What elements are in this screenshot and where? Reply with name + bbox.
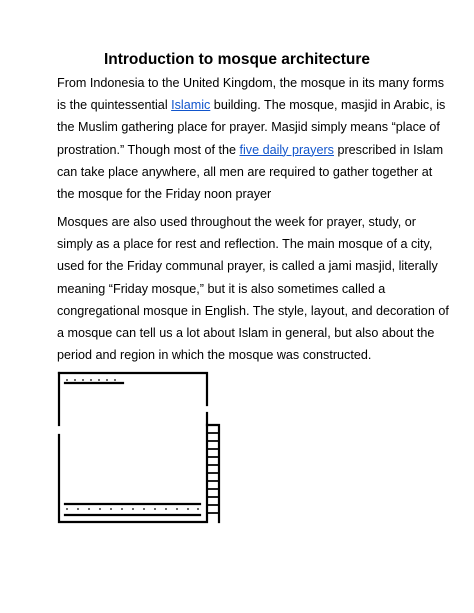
plan-wall [59,425,207,522]
plan-column-dots [66,379,199,510]
paragraph-line: congregational mosque in English. The style, layout, and decoration of [57,303,449,318]
plan-wall [59,373,207,405]
paragraph-line: the Muslim gathering place for prayer. Masjid simply means “place of [57,120,440,135]
text-segment: prostration.” Though most of the [57,142,240,157]
paragraph-line: the mosque for the Friday noon prayer [57,187,272,202]
paragraph-line: period and region in which the mosque was constructed. [57,348,372,363]
plan-colonnade [65,383,200,515]
paragraph-line: From Indonesia to the United Kingdom, the mosque in its many forms [57,76,445,90]
paragraph-line: simply as a place for rest and reflection. The main mosque of a city, [57,237,433,252]
paragraph-line: Mosques are also used throughout the week for prayer, study, or [57,215,416,229]
text-segment: is the quintessential [57,98,172,113]
five-daily-prayers-link[interactable]: five daily prayers [239,142,334,157]
islamic-link[interactable]: Islamic [171,98,211,113]
plan-stair-rungs [207,433,219,513]
page-title: Introduction to mosque architecture [103,51,371,68]
paragraph-line: can take place anywhere, all men are required to gather together at [57,164,433,179]
paragraph-line: meaning “Friday mosque,” but it is also sometimes called a [57,281,386,296]
text-segment: prescribed in Islam [333,142,444,157]
paragraph-line: used for the Friday communal prayer, is called a jami masjid, literally [57,259,438,274]
text-segment: building. The mosque, masjid in Arabic, is [210,98,446,113]
paragraph-line: a mosque can tell us a lot about Islam in general, but also about the [57,326,435,341]
